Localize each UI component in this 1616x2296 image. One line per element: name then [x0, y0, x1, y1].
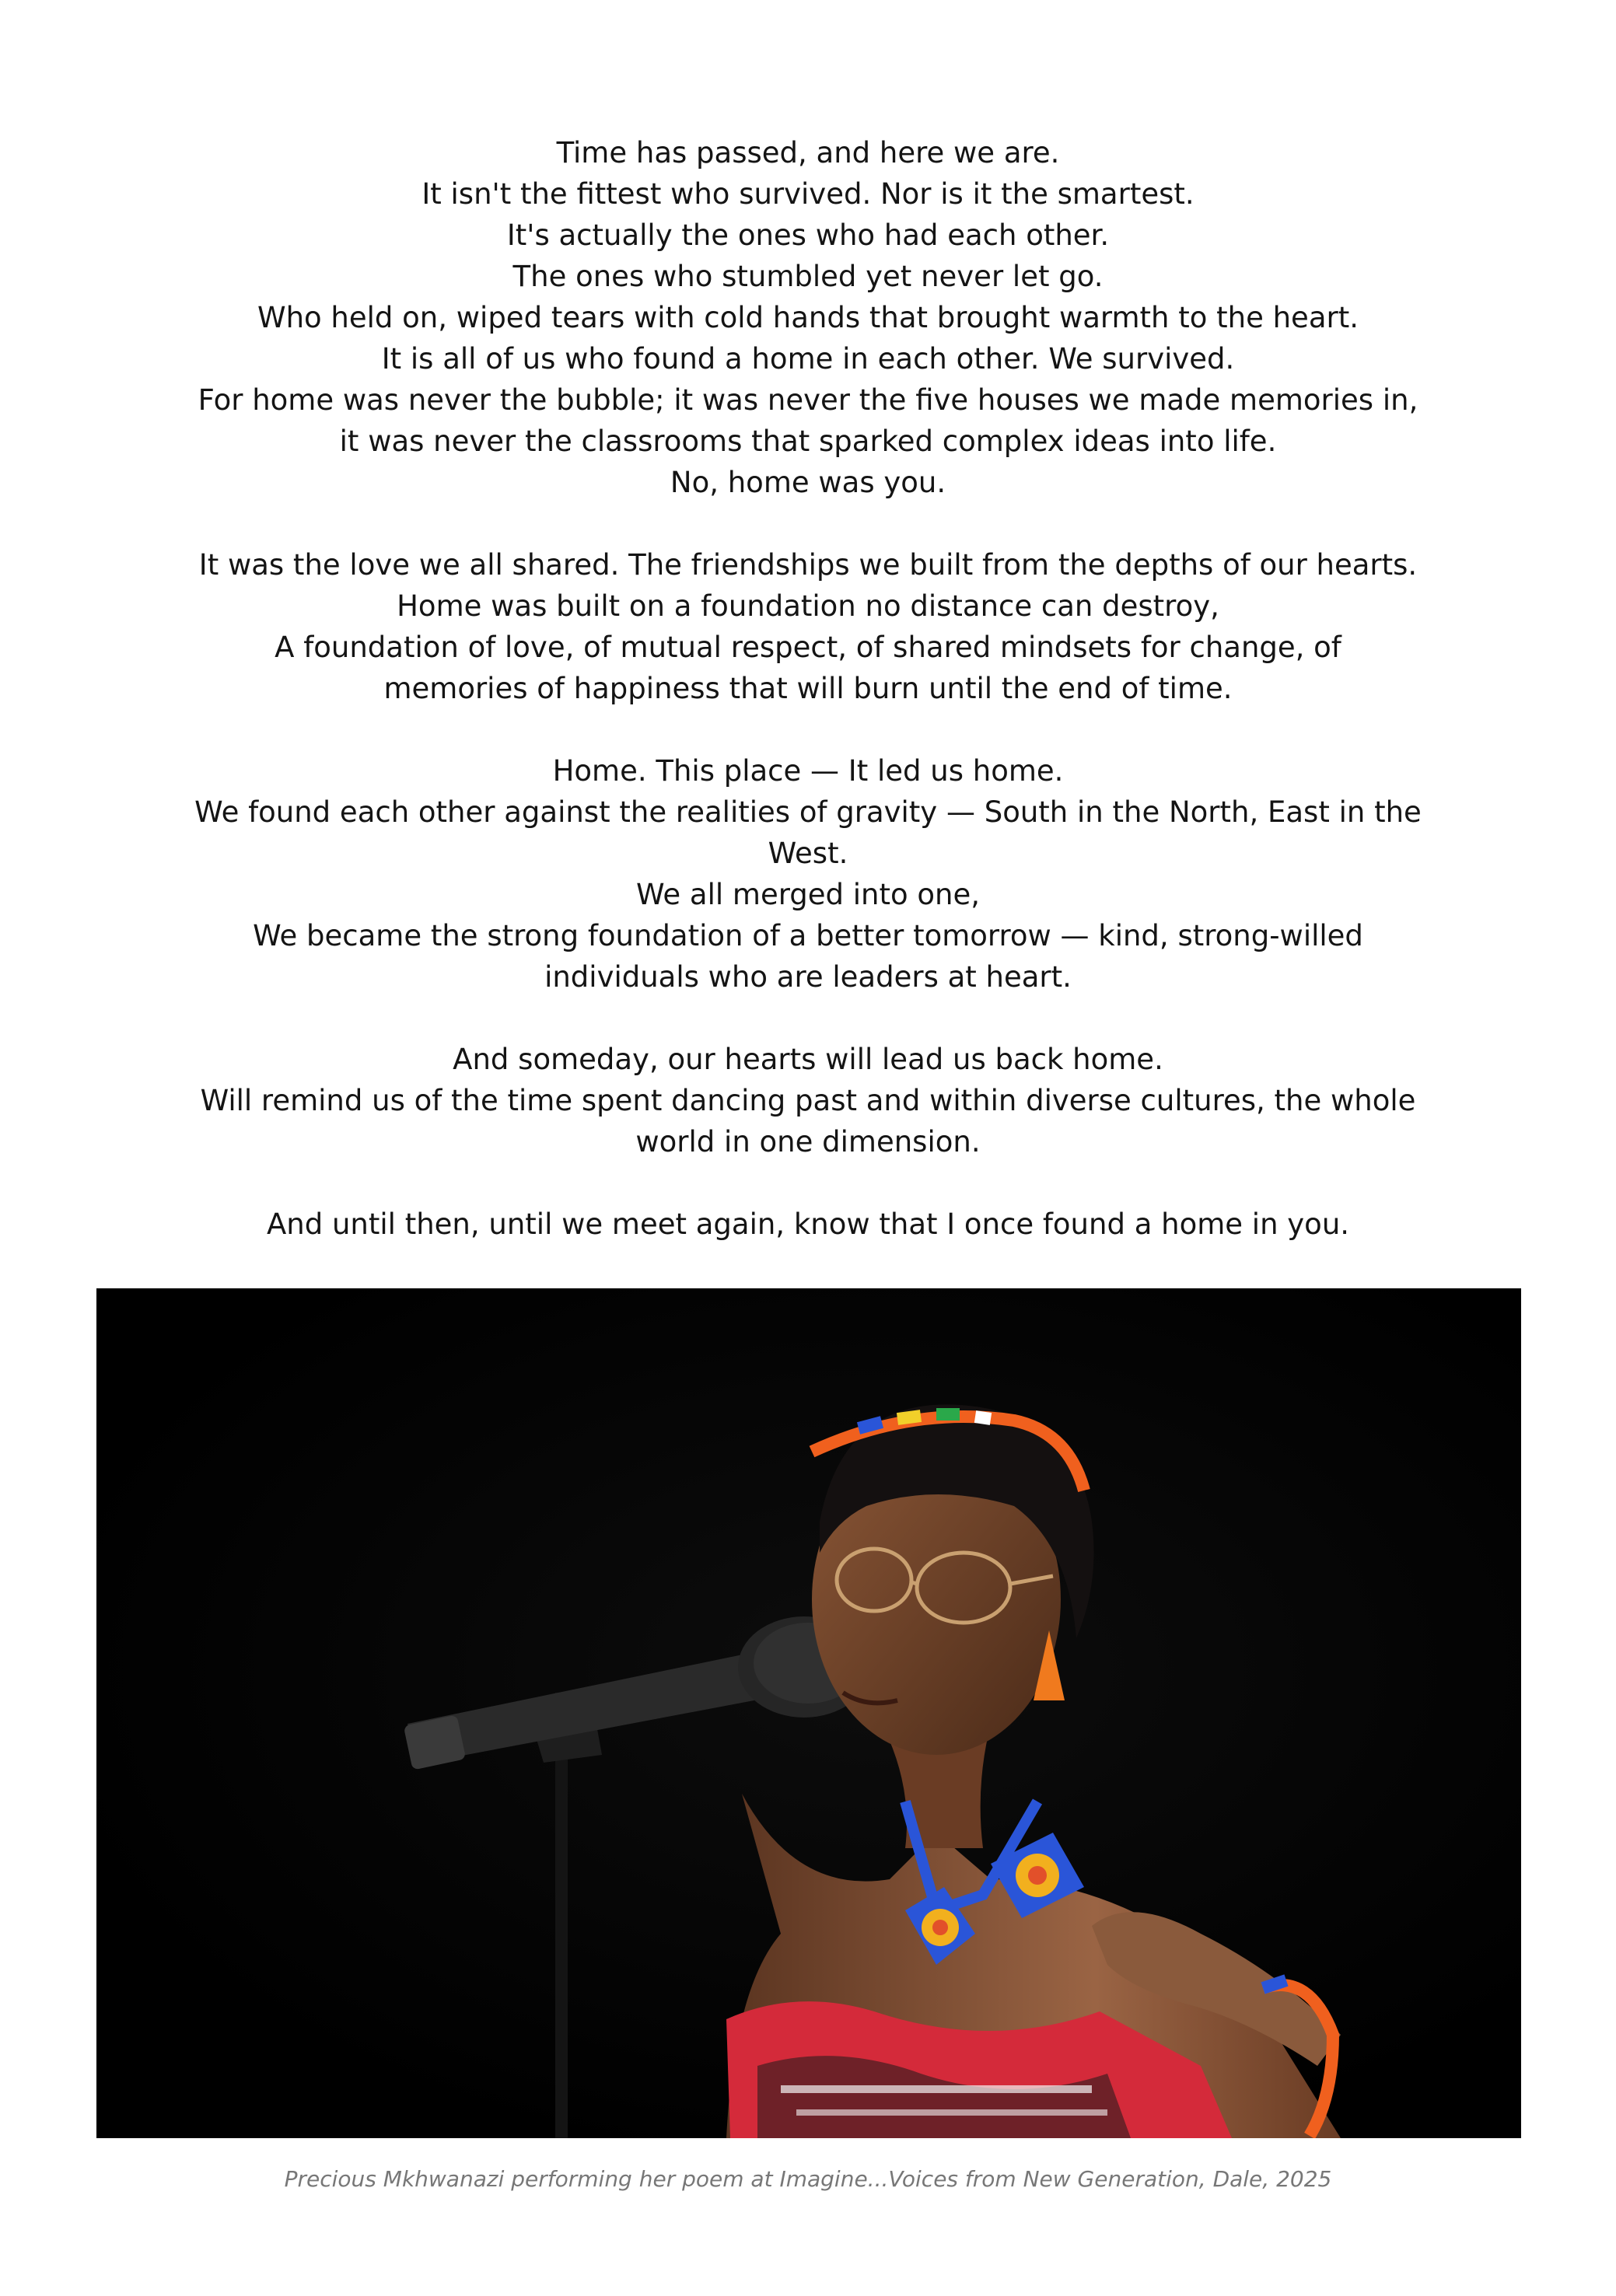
poem-line: No, home was you.: [670, 466, 946, 499]
poem-line: We all merged into one,: [635, 878, 981, 911]
poem-line: West.: [768, 837, 848, 870]
poem-line: Time has passed, and here we are.: [556, 136, 1060, 169]
poem-line: Who held on, wiped tears with cold hands that brought warmth to the heart.: [257, 301, 1359, 334]
poem-line: Will remind us of the time spent dancing past and within diverse cultures, the whole: [200, 1084, 1416, 1117]
poem-line: And until then, until we meet again, know that I once found a home in you.: [266, 1207, 1350, 1241]
poem-line: The ones who stumbled yet never let go.: [512, 260, 1104, 293]
poem-line: memories of happiness that will burn until the end of time.: [383, 672, 1233, 705]
poem-line: We became the strong foundation of a better tomorrow — kind, strong-willed: [253, 919, 1363, 952]
poem-line: We found each other against the realities of gravity — South in the North, East in the: [194, 795, 1422, 829]
poem-line: it was never the classrooms that sparked complex ideas into life.: [339, 425, 1277, 458]
stanza-3: [0, 750, 1616, 998]
poem-line: And someday, our hearts will lead us back home.: [453, 1043, 1163, 1076]
performer-illustration: [96, 1288, 1521, 2138]
poem-line: Home was built on a foundation no distance can destroy,: [397, 589, 1219, 623]
poem-line: world in one dimension.: [635, 1125, 981, 1158]
performer-photo: [96, 1288, 1521, 2138]
poem: [0, 132, 1616, 1245]
stanza-4: [0, 1039, 1616, 1162]
stanza-2: [0, 544, 1616, 709]
poem-line: It isn't the fittest who survived. Nor is it the smartest.: [421, 177, 1195, 211]
poem-line: For home was never the bubble; it was never the five houses we made memories in,: [198, 383, 1418, 417]
poem-line: A foundation of love, of mutual respect, of shared mindsets for change, of: [275, 631, 1341, 664]
poem-line: individuals who are leaders at heart.: [544, 960, 1072, 994]
stanza-1: [0, 132, 1616, 503]
photo-caption: Precious Mkhwanazi performing her poem at Imagine...Voices from New Generation, Dale, 2025: [284, 2166, 1332, 2192]
poem-line: It was the love we all shared. The friendships we built from the depths of our hearts.: [198, 548, 1418, 582]
stanza-5: [0, 1204, 1616, 1245]
poem-line: Home. This place — It led us home.: [552, 754, 1064, 788]
poem-line: It's actually the ones who had each other.: [506, 218, 1110, 252]
poem-line: It is all of us who found a home in each other. We survived.: [381, 342, 1235, 376]
